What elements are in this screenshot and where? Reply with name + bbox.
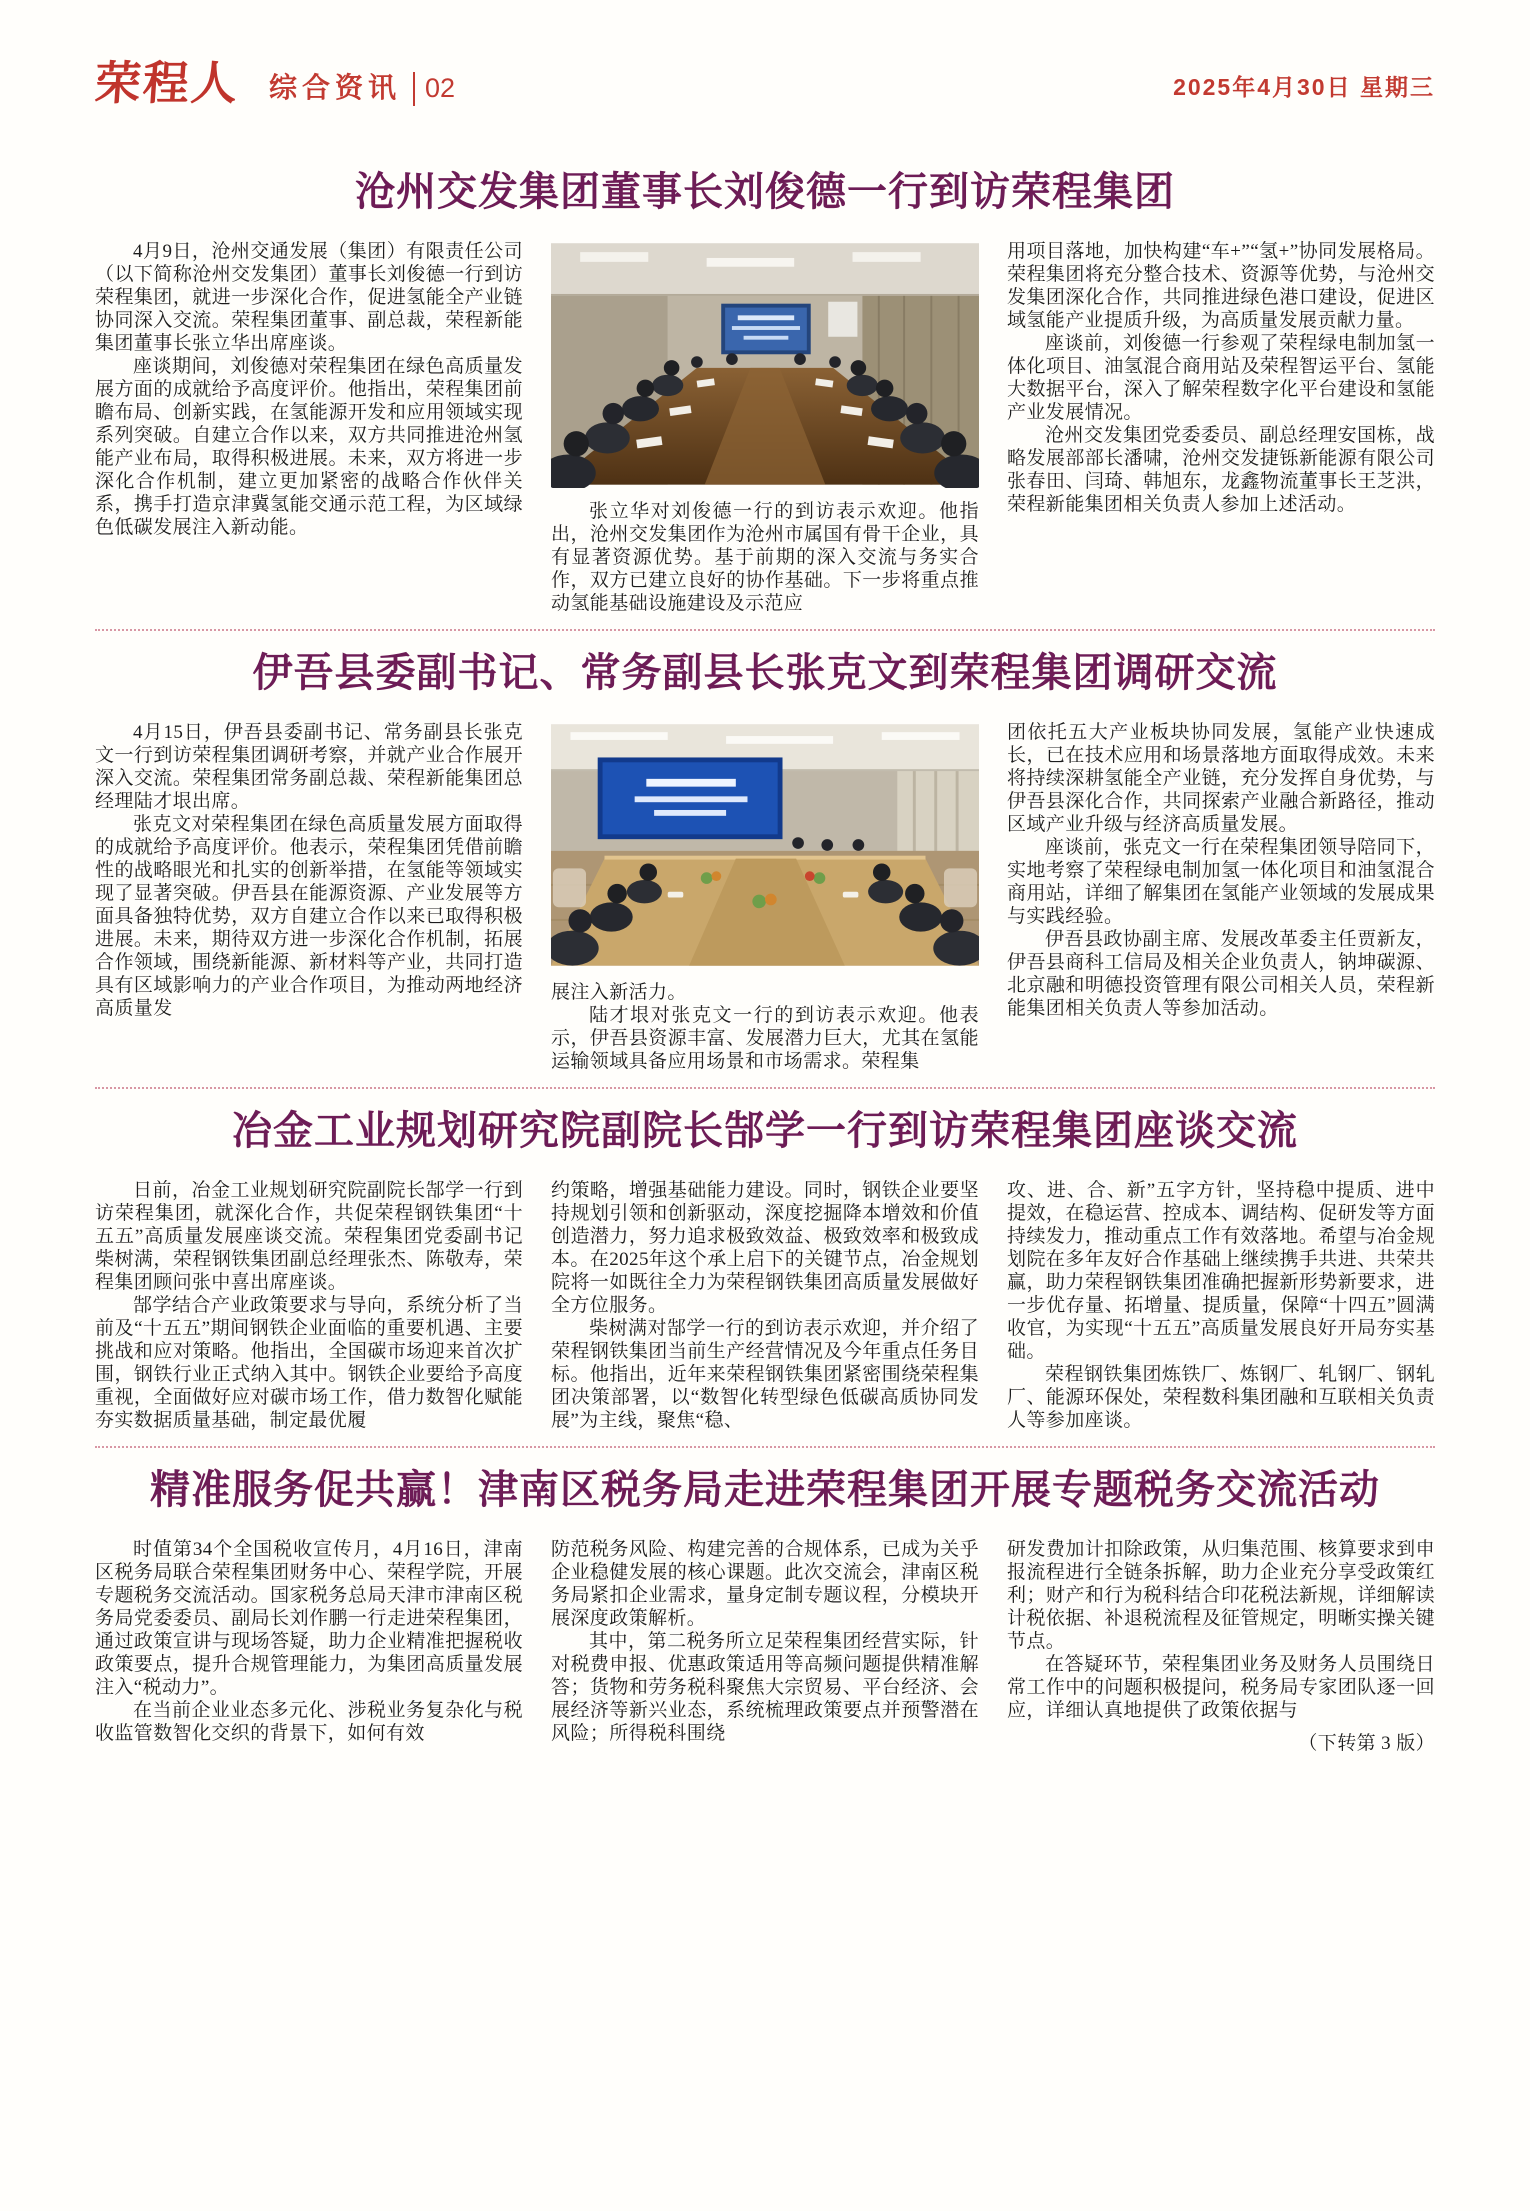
- paragraph: 攻、进、合、新”五字方针，坚持稳中提质、进中提效，在稳运营、控成本、调结构、促研发等方面持续发力，推动重点工作有效落地。希望与冶金规划院在多年友好合作基础上继续携手共进、共荣共赢，助力荣程钢铁集团准确把握新形势新要求，进一步优存量、拓增量、提质量，保障“十四五”圆满收官，为实现“十五五”高质量发展良好开局夯实基础。: [1007, 1180, 1435, 1362]
- meeting-room-photo-illustration: [551, 240, 979, 488]
- paragraph: 团依托五大产业板块协同发展，氢能产业快速成长，已在技术应用和场景落地方面取得成效。未来将持续深耕氢能全产业链，充分发挥自身优势，与伊吾县深化合作，共同探索产业融合新路径，推动区域产业升级与经济高质量发展。: [1007, 722, 1435, 835]
- paragraph: 用项目落地，加快构建“车+”“氢+”协同发展格局。荣程集团将充分整合技术、资源等优势，与沧州交发集团深化合作，共同推进绿色港口建设，促进区域氢能产业提质升级，为高质量发展贡献力量。: [1007, 241, 1435, 331]
- paragraph: 郜学结合产业政策要求与导向，系统分析了当前及“十五五”期间钢铁企业面临的重要机遇、主要挑战和应对策略。他指出，全国碳市场迎来首次扩围，钢铁行业正式纳入其中。钢铁企业要给予高度重视，全面做好应对碳市场工作，借力数智化赋能夯实数据质量基础，制定最优履: [95, 1295, 523, 1431]
- article-4-col-2: [551, 1538, 979, 1755]
- paragraph: 4月9日，沧州交通发展（集团）有限责任公司（以下简称沧州交发集团）董事长刘俊德一行到访荣程集团，就进一步深化合作，促进氢能全产业链协同深入交流。荣程集团董事、副总裁，荣程新能集团董事长张立华出席座谈。: [95, 241, 523, 354]
- paragraph: 约策略，增强基础能力建设。同时，钢铁企业要坚持规划引领和创新驱动，深度挖掘降本增效和价值创造潜力，努力追求极致效益、极致效率和极致成本。在2025年这个承上启下的关键节点，冶金规划院将一如既往全力为荣程钢铁集团高质量发展做好全方位服务。: [551, 1180, 979, 1316]
- section-title: 综合资讯: [269, 72, 402, 103]
- article-3-headline: 冶金工业规划研究院副院长郜学一行到访荣程集团座谈交流: [232, 1109, 1298, 1153]
- paragraph: 座谈期间，刘俊德对荣程集团在绿色高质量发展方面的成就给予高度评价。他指出，荣程集团前瞻布局、创新实践，在氢能源开发和应用领域实现系列突破。自建立合作以来，双方共同推进沧州氢能产业布局，取得积极进展。未来，双方将进一步深化合作机制，建立更加紧密的战略合作伙伴关系，携手打造京津冀氢能交通示范工程，为区域绿色低碳发展注入新动能。: [95, 356, 523, 538]
- issue-date: 2025年4月30日 星期三: [1173, 74, 1435, 100]
- conference-room-photo: [551, 721, 979, 969]
- article-4: [95, 1468, 1435, 1755]
- article-2-col-3: [1007, 721, 1435, 1073]
- article-2-headline: 伊吾县委副书记、常务副县长张克文到荣程集团调研交流: [252, 651, 1278, 695]
- article-3-col-3: [1007, 1179, 1435, 1432]
- paragraph: 伊吾县政协副主席、发展改革委主任贾新友，伊吾县商科工信局及相关企业负责人，钠坤碳源、北京融和明德投资管理有限公司相关人员，荣程新能集团相关负责人等参加活动。: [1007, 929, 1435, 1019]
- article-3-col-1: [95, 1179, 523, 1432]
- meeting-room-photo: [551, 240, 979, 488]
- article-3-columns: [95, 1179, 1435, 1432]
- article-4-headline: 精准服务促共赢！津南区税务局走进荣程集团开展专题税务交流活动: [150, 1468, 1380, 1512]
- paragraph: 座谈前，刘俊德一行参观了荣程绿电制加氢一体化项目、油氢混合商用站及荣程智运平台、氢能大数据平台，深入了解荣程数字化平台建设和氢能产业发展情况。: [1007, 333, 1435, 423]
- article-4-col-1: [95, 1538, 523, 1755]
- continuation-note: （下转第 3 版）: [1298, 1733, 1435, 1754]
- article-1-columns: [95, 240, 1435, 615]
- paragraph: 时值第34个全国税收宣传月，4月16日，津南区税务局联合荣程集团财务中心、荣程学院，开展专题税务交流活动。国家税务总局天津市津南区税务局党委委员、副局长刘作鹏一行走进荣程集团，通过政策宣讲与现场答疑，助力企业精准把握税收政策要点，提升合规管理能力，为集团高质量发展注入“税动力”。: [95, 1539, 523, 1698]
- header-divider: [413, 72, 415, 106]
- paragraph: 展注入新活力。: [551, 982, 687, 1003]
- masthead-left: [93, 56, 456, 110]
- article-3: [95, 1109, 1435, 1432]
- article-4-col-3: [1007, 1538, 1435, 1755]
- paragraph: 张立华对刘俊德一行的到访表示欢迎。他指出，沧州交发集团作为沧州市属国有骨干企业，具有显著资源优势。基于前期的深入交流与务实合作，双方已建立良好的协作基础。下一步将重点推动氢能基础设施建设及示范应: [551, 501, 979, 614]
- article-2-columns: [95, 721, 1435, 1073]
- page-header: [93, 50, 1435, 110]
- article-1-col-1: [95, 240, 523, 615]
- paragraph: 4月15日，伊吾县委副书记、常务副县长张克文一行到访荣程集团调研考察，并就产业合作展开深入交流。荣程集团常务副总裁、荣程新能集团总经理陆才垠出席。: [95, 722, 523, 812]
- page-number: 02: [425, 73, 456, 103]
- article-separator: [95, 1446, 1435, 1448]
- paragraph: 日前，冶金工业规划研究院副院长郜学一行到访荣程集团，就深化合作，共促荣程钢铁集团“十五五”高质量发展座谈交流。荣程集团党委副书记柴树满，荣程钢铁集团副总经理张杰、陈敬寿，荣程集团顾问张中喜出席座谈。: [95, 1180, 523, 1293]
- conference-room-photo-illustration: [551, 721, 979, 969]
- article-separator: [95, 629, 1435, 631]
- article-2-col-2: [551, 721, 979, 1073]
- paragraph: 防范税务风险、构建完善的合规体系，已成为关乎企业稳健发展的核心课题。此次交流会，津南区税务局紧扣企业需求，量身定制专题议程，分模块开展深度政策解析。: [551, 1539, 979, 1629]
- newspaper-page: [95, 0, 1435, 1755]
- paragraph: 沧州交发集团党委委员、副总经理安国栋，战略发展部部长潘啸，沧州交发捷铄新能源有限公司张春田、闫琦、韩旭东，龙鑫物流董事长王芝洪，荣程新能集团相关负责人参加上述活动。: [1007, 425, 1435, 515]
- paragraph: 荣程钢铁集团炼铁厂、炼钢厂、轧钢厂、钢轧厂、能源环保处，荣程数科集团融和互联相关负责人等参加座谈。: [1007, 1364, 1435, 1431]
- article-3-col-2: [551, 1179, 979, 1432]
- article-1: [95, 170, 1435, 615]
- newspaper-logo: 荣程人: [93, 56, 241, 110]
- article-1-col-3: [1007, 240, 1435, 615]
- paragraph: 研发费加计扣除政策，从归集范围、核算要求到申报流程进行全链条拆解，助力企业充分享受政策红利；财产和行为税科结合印花税法新规，详细解读计税依据、补退税流程及征管规定，明晰实操关键节点。: [1007, 1539, 1435, 1652]
- article-4-columns: [95, 1538, 1435, 1755]
- article-1-headline: 沧州交发集团董事长刘俊德一行到访荣程集团: [355, 170, 1175, 214]
- article-2: [95, 651, 1435, 1073]
- paragraph: 其中，第二税务所立足荣程集团经营实际，针对税费申报、优惠政策适用等高频问题提供精准解答；货物和劳务税科聚焦大宗贸易、平台经济、会展经济等新兴业态，系统梳理政策要点并预警潜在风险；所得税科围绕: [551, 1631, 979, 1744]
- paragraph: 柴树满对郜学一行的到访表示欢迎，并介绍了荣程钢铁集团当前生产经营情况及今年重点任务目标。他指出，近年来荣程钢铁集团紧密围绕荣程集团决策部署，以“数智化转型绿色低碳高质协同发展”为主线，聚焦“稳、: [551, 1318, 979, 1431]
- paragraph: 座谈前，张克文一行在荣程集团领导陪同下，实地考察了荣程绿电制加氢一体化项目和油氢混合商用站，详细了解集团在氢能产业领域的发展成果与实践经验。: [1007, 837, 1435, 927]
- paragraph: 陆才垠对张克文一行的到访表示欢迎。他表示，伊吾县资源丰富、发展潜力巨大，尤其在氢能运输领域具备应用场景和市场需求。荣程集: [551, 1005, 979, 1072]
- paragraph: 在当前企业业态多元化、涉税业务复杂化与税收监管数智化交织的背景下，如何有效: [95, 1700, 523, 1744]
- article-separator: [95, 1087, 1435, 1089]
- article-1-col-2: [551, 240, 979, 615]
- paragraph: 在答疑环节，荣程集团业务及财务人员围绕日常工作中的问题积极提问，税务局专家团队逐一回应，详细认真地提供了政策依据与: [1007, 1654, 1435, 1721]
- article-2-col-1: [95, 721, 523, 1073]
- paragraph: 张克文对荣程集团在绿色高质量发展方面取得的成就给予高度评价。他表示，荣程集团凭借前瞻性的战略眼光和扎实的创新举措，在氢能等领域实现了显著突破。伊吾县在能源资源、产业发展等方面具备独特优势，双方自建立合作以来已取得积极进展。未来，期待双方进一步深化合作机制，拓展合作领域，围绕新能源、新材料等产业，共同打造具有区域影响力的产业合作项目，为推动两地经济高质量发: [95, 814, 523, 1019]
